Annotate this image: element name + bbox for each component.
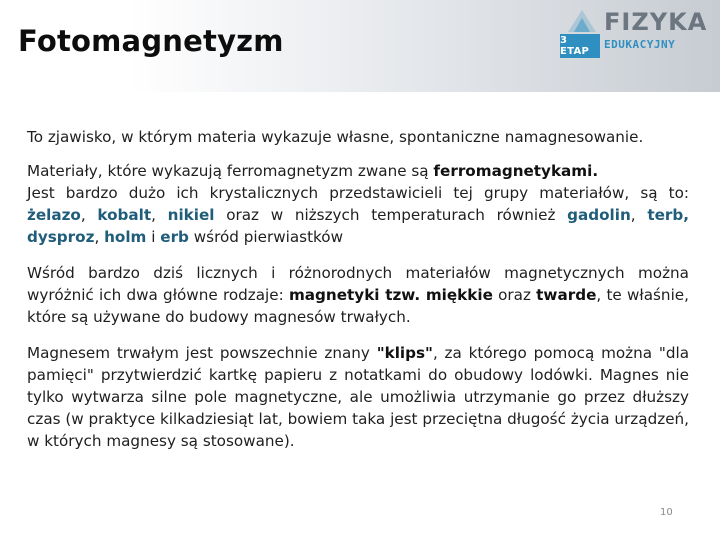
text-span: Magnesem trwałym jest powszechnie znany [27,344,377,362]
text-span: , [151,206,168,224]
term-klips: "klips" [376,344,433,362]
text-span: , [80,206,98,224]
paragraph-materials [27,160,689,248]
element-nikiel: nikiel [167,206,215,224]
element-kobalt: kobalt [97,206,152,224]
text-span: Materiały, które wykazują ferromagnetyzm zwane są [27,162,434,180]
text-span: , za którego pomocą można "dla pamięci" przytwierdzić kartkę papieru z notatkami do obudowy lodówki. Magnes nie tylko wytwarza silne pole magnetyczne, ale umożliwia utrzymanie go przez dłuższy czas (w praktyce kilkadziesiąt lat, bowiem taka jest przeciętna długość życia urządzeń, w których magnesy są stosowane). [27,344,690,450]
term-ferromagnetyki: ferromagnetykami. [433,162,599,180]
logo-arrow-icon [562,6,602,34]
text-span: i [146,228,161,246]
fizyka-logo [560,6,710,58]
logo-subtitle: EDUKACYJNY [604,38,676,51]
element-erb: erb [160,228,189,246]
element-terb-dysproz: terb, dysproz [27,206,690,246]
paragraph-types [27,262,689,328]
element-zelazo: żelazo [27,206,81,224]
page-title: Fotomagnetyzm [18,24,284,58]
element-holm: holm [104,228,147,246]
term-magnetyki-miekkie: magnetyki tzw. miękkie [288,286,493,304]
text-span: wśród pierwiastków [188,228,343,246]
logo-badge: 3 ETAP [560,34,600,58]
logo-name: FIZYKA [604,8,708,36]
paragraph-definition: To zjawisko, w którym materia wykazuje własne, spontaniczne namagnesowanie. [27,128,644,146]
element-gadolin: gadolin [567,206,631,224]
text-span: Wśród bardzo dziś licznych i różnorodnych materiałów magnetycznych można wyróżnić ich dwa główne rodzaje: [27,264,689,304]
slide-body [27,126,689,452]
text-span: oraz [492,286,537,304]
text-span: oraz w niższych temperaturach również [214,206,568,224]
term-twarde: twarde [536,286,597,304]
text-span: , te właśnie, które są używane do budowy magnesów trwałych. [27,286,689,326]
text-span: Jest bardzo dużo ich krystalicznych przedstawicieli tej grupy materiałów, są to: [27,184,689,202]
text-span: , [94,228,105,246]
paragraph-permanent-magnet [27,342,689,452]
page-number: 10 [660,507,673,518]
text-span: , [630,206,648,224]
